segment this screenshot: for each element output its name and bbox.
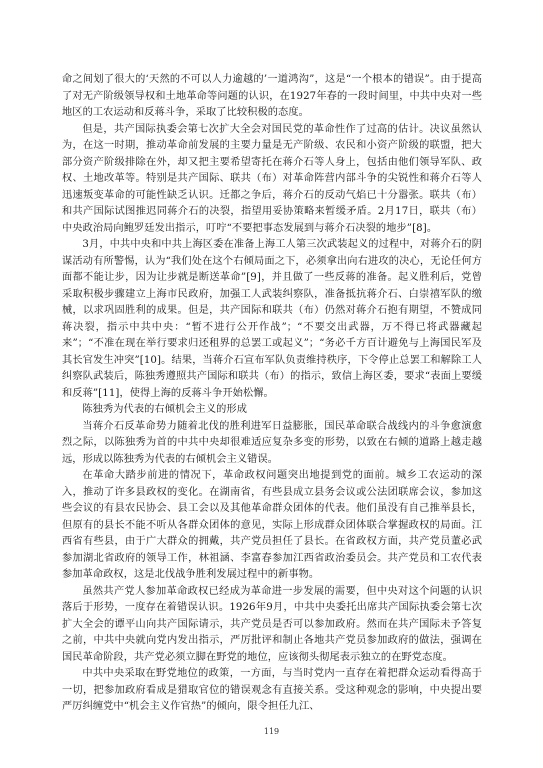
page-number: 119 [263, 727, 280, 736]
paragraph-3: 3月，中共中央和中共上海区委在准备上海工人第三次武装起义的过程中，对蒋介石的阴谋活动有所警惕，认为“我们处在这个右倾局面之下，必须拿出向右进攻的决心，无论任何方面都不能让步，因为让步就是断送革命”[9]，并且做了一些反蒋的准备。起义胜利后，党曾采取积极步骤建立上海市民政府，加强工人武装纠察队，准备抵抗蒋介石、白崇禧军队的缴械，以求巩固胜利的成果。但是，共产国际和联共（布）仍然对蒋介石抱有期望，不赞成同蒋决裂，指示中共中央：“暂不进行公开作战”；“不要交出武器，万不得已将武器藏起来”；“不准在现在举行要求归还租界的总罢工或起义”；“务必千方百计避免与上海国民军及其长官发生冲突”[10]。结果，当蒋介石宣布军队负责维持秩序，下令停止总罢工和解除工人纠察队武装后，陈独秀遵照共产国际和联共（布）的指示，致信上海区委，要求“表面上要缓和反蒋”[11]，使得上海的反蒋斗争开始松懈。 [62, 239, 482, 399]
paragraph-1: 命之间划了很大的‘天然的不可以人力逾越的’一道鸿沟”，这是“一个根本的错误”。由于提高了对无产阶级领导权和土地革命等问题的认识，在1927年春的一段时间里，中共中央对一些地区的工农运动和反蒋斗争，采取了比较积极的态度。 [62, 74, 482, 118]
paragraph-2: 但是，共产国际执委会第七次扩大全会对国民党的革命性作了过高的估计。决议虽然认为，在这一时期，推动革命前发展的主要力量是无产阶级、农民和小资产阶级的联盟，把大部分资产阶级排除在外，却又把主要希望寄托在蒋介石等人身上，包括由他们领导军队、政权、土地改革等。特别是共产国际、联共（布）对革命阵营内部斗争的尖锐性和蒋介石等人迅速叛变革命的可能性缺乏认识。迁都之争后，蒋介石的反动气焰已十分嚣张。联共（布）和共产国际试图推迟同蒋介石的决裂，指望用妥协策略来暂缓矛盾。2月17日，联共（布）中央政治局向鲍罗廷发出指示，叮咛“不要把事态发展到与蒋介石决裂的地步”[8]。 [62, 123, 482, 234]
paragraph-4: 当蒋介石反革命势力随着北伐的胜利进军日益膨胀，国民革命联合战线内的斗争愈演愈烈之际，以陈独秀为首的中共中央却很难适应复杂多变的形势，以致在右倾的道路上越走越远，形成以陈独秀为代表的右倾机会主义错误。 [62, 420, 482, 465]
body-text [62, 72, 482, 716]
paragraph-5: 在革命大踏步前进的情况下，革命政权问题突出地提到党的面前。城乡工农运动的深入，推动了许多县政权的变化。在湖南省，有些县成立县务会议或公法团联席会议，参加这些会议的有县农民协会、县工会以及其他革命群众团体的代表。他们虽没有自己推举县长，但原有的县长不能不听从各群众团体的意见，实际上形成群众团体联合掌握政权的局面。江西省有些县，由于广大群众的拥戴，共产党员担任了县长。在省政权方面，共产党员董必武参加湖北省政府的领导工作，林祖涵、李富春参加江西省政治委员会。共产党员和工农代表参加革命政权，这是北伐战争胜利发展过程中的新事物。 [62, 470, 482, 580]
section-heading: 陈独秀为代表的右倾机会主义的形成 [82, 404, 247, 415]
paragraph-6: 虽然共产党人参加革命政权已经成为革命进一步发展的需要，但中央对这个问题的认识落后于形势，一度存在着错误认识。1926年9月，中共中央委托出席共产国际执委会第七次扩大全会的谭平山向共产国际请示，共产党员是否可以参加政府。然而在共产国际未予答复之前，中共中央就向党内发出指示，严厉批评和制止各地共产党员参加政府的做法，强调在国民革命阶段，共产党必须立脚在野党的地位，应该彻头彻尾表示独立的在野党态度。 [62, 585, 482, 663]
paragraph-7: 中共中央采取在野党地位的政策，一方面，与当时党内一直存在着把群众运动看得高于一切，把参加政府看成是猎取官位的错误观念有直接关系。受这种观念的影响，中央提出要严厉纠缠党中“机会主义作官热”的倾向，限令担任九江、 [62, 668, 482, 712]
